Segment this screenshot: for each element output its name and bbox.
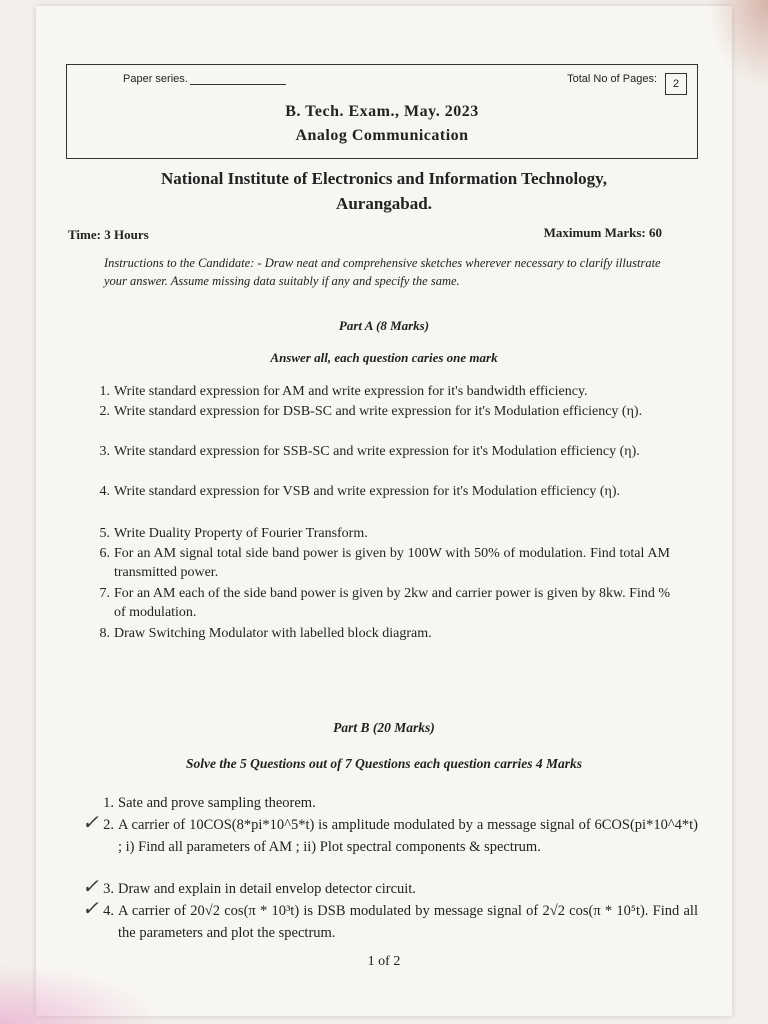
question-number: 1. bbox=[103, 795, 114, 811]
handwritten-check-mark-icon: ✓ bbox=[82, 876, 99, 898]
paper-shadow bbox=[708, 0, 768, 90]
part-b-question bbox=[82, 812, 698, 858]
time-allowed: Time: 3 Hours bbox=[68, 227, 149, 242]
total-pages-value: 2 bbox=[665, 73, 687, 95]
paper-series bbox=[123, 73, 286, 85]
part-a-question bbox=[99, 402, 670, 421]
question-number: 2. bbox=[103, 817, 114, 833]
exam-title: B. Tech. Exam., May. 2023 bbox=[285, 103, 479, 120]
institute-line-2: Aurangabad. bbox=[336, 194, 432, 213]
question-text: Draw and explain in detail envelop detector circuit. bbox=[118, 881, 416, 897]
part-b-question bbox=[82, 876, 698, 900]
question-number: 3. bbox=[103, 881, 114, 897]
question-number: 3. bbox=[99, 444, 110, 459]
part-a-question bbox=[99, 482, 670, 501]
part-b-subtitle: Solve the 5 Questions out of 7 Questions each question carries 4 Marks bbox=[185, 756, 583, 771]
part-b-question bbox=[82, 898, 698, 944]
question-number: 4. bbox=[99, 484, 110, 499]
header-box bbox=[66, 64, 698, 159]
question-text: Sate and prove sampling theorem. bbox=[118, 795, 316, 811]
part-b-question bbox=[103, 792, 698, 814]
part-b-title: Part B (20 Marks) bbox=[333, 720, 435, 735]
handwritten-check-mark-icon: ✓ bbox=[82, 898, 99, 920]
maximum-marks: Maximum Marks: 60 bbox=[543, 225, 662, 240]
subject-title: Analog Communication bbox=[295, 127, 469, 144]
part-a-question bbox=[99, 584, 670, 622]
paper-series-blank bbox=[190, 84, 286, 85]
total-pages-label: Total No of Pages: bbox=[567, 73, 657, 85]
question-text: A carrier of 10COS(8*pi*10^5*t) is amplitude modulated by a message signal of 6COS(pi*10^4*t) ; i) Find all parameters of AM ; ii) Plot spectral components & spectrum. bbox=[118, 817, 698, 855]
institute-line-1: National Institute of Electronics and Information Technology, bbox=[161, 169, 607, 188]
question-number: 8. bbox=[99, 626, 110, 641]
paper-smudge bbox=[0, 964, 160, 1024]
question-text: Write standard expression for DSB-SC and write expression for it's Modulation efficiency (η). bbox=[114, 404, 643, 419]
question-text: For an AM each of the side band power is given by 2kw and carrier power is given by 8kw. Find % of modulation. bbox=[114, 586, 670, 620]
part-a-subtitle: Answer all, each question caries one mark bbox=[270, 350, 498, 365]
handwritten-check-mark-icon: ✓ bbox=[82, 812, 99, 834]
question-number: 7. bbox=[99, 586, 110, 601]
question-number: 4. bbox=[103, 903, 114, 919]
instructions: Instructions to the Candidate: - Draw neat and comprehensive sketches wherever necessary to clarify illustrate your answer. Assume missing data suitably if any and specify the same. bbox=[104, 256, 661, 288]
question-text: Write standard expression for SSB-SC and write expression for it's Modulation efficiency (η). bbox=[114, 444, 640, 459]
question-text: Write Duality Property of Fourier Transform. bbox=[114, 526, 368, 541]
question-number: 6. bbox=[99, 546, 110, 561]
paper-series-label: Paper series. bbox=[123, 73, 188, 85]
institute-name bbox=[76, 166, 692, 216]
part-a-question bbox=[99, 442, 670, 461]
part-a-question bbox=[99, 382, 670, 401]
exam-paper-page bbox=[36, 6, 732, 1016]
part-a-title: Part A (8 Marks) bbox=[338, 318, 430, 333]
part-a-question bbox=[99, 624, 670, 643]
question-text: Draw Switching Modulator with labelled block diagram. bbox=[114, 626, 432, 641]
question-text: A carrier of 20√2 cos(π * 10³t) is DSB modulated by message signal of 2√2 cos(π * 10⁵t). Find all the parameters and plot the spectrum. bbox=[118, 903, 698, 941]
question-text: For an AM signal total side band power is given by 100W with 50% of modulation. Find total AM transmitted power. bbox=[114, 546, 670, 580]
question-number: 1. bbox=[99, 384, 110, 399]
question-number: 5. bbox=[99, 526, 110, 541]
question-number: 2. bbox=[99, 404, 110, 419]
part-a-question bbox=[99, 544, 670, 582]
question-text: Write standard expression for AM and write expression for it's bandwidth efficiency. bbox=[114, 384, 588, 399]
page-number: 1 of 2 bbox=[367, 954, 401, 969]
question-text: Write standard expression for VSB and write expression for it's Modulation efficiency (η). bbox=[114, 484, 621, 499]
part-a-question bbox=[99, 524, 670, 543]
